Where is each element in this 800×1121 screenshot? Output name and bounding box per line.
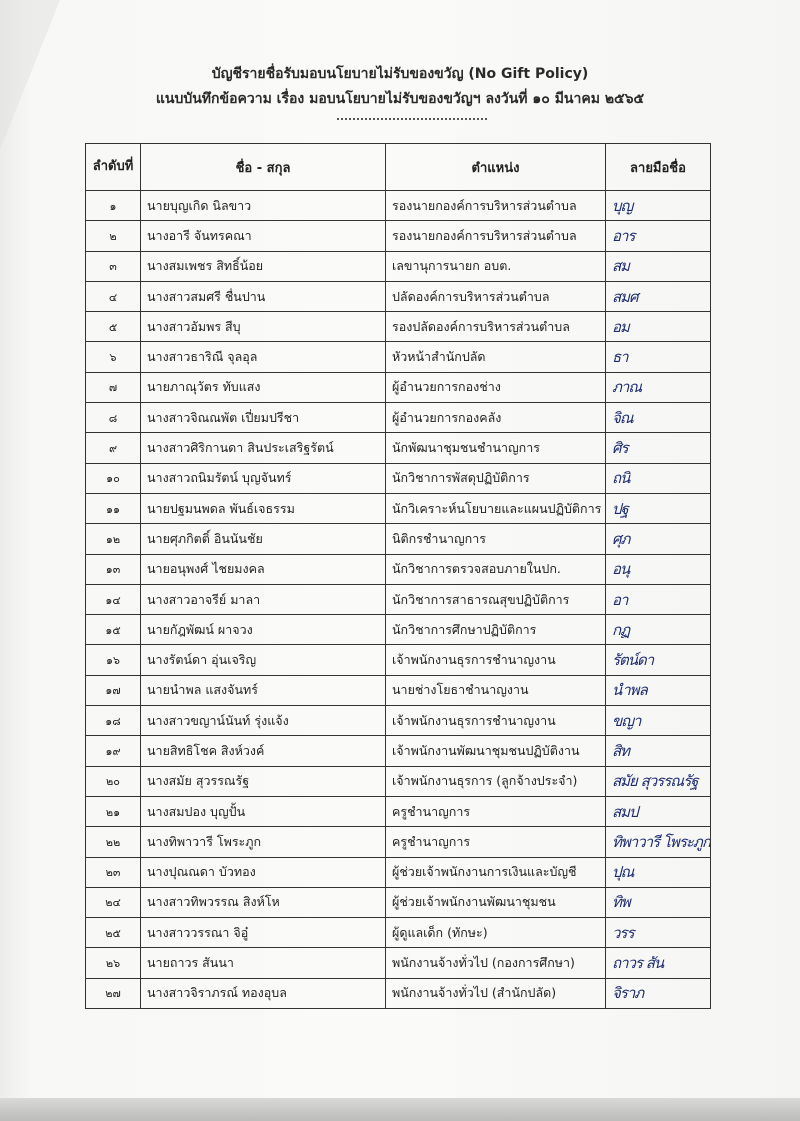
row-signature: [606, 372, 711, 402]
table-row: [86, 251, 711, 281]
row-name: นางสาวธาริณี จุลอุล: [141, 342, 386, 372]
handwritten-signature: ถนิ: [612, 469, 630, 488]
handwritten-signature: ขญา: [612, 711, 641, 730]
row-position: นายช่างโยธาชำนาญงาน: [386, 675, 606, 705]
handwritten-signature: นำพล: [612, 681, 647, 700]
table-row: [86, 191, 711, 221]
row-signature: [606, 645, 711, 675]
row-signature: [606, 342, 711, 372]
handwritten-signature: ศุภ: [612, 529, 630, 548]
row-no: ๑๑: [86, 493, 141, 523]
row-no: ๑๘: [86, 706, 141, 736]
row-no: ๑๔: [86, 584, 141, 614]
row-signature: [606, 706, 711, 736]
row-position: นิติกรชำนาญการ: [386, 524, 606, 554]
document-title: บัญชีรายชื่อรับมอบนโยบายไม่รับของขวัญ (No Gift Policy): [211, 66, 589, 82]
row-name: นายกัฎพัฒน์ ผาจวง: [141, 615, 386, 645]
table-row: [86, 706, 711, 736]
row-no: ๗: [86, 372, 141, 402]
row-position: นักพัฒนาชุมชนชำนาญการ: [386, 433, 606, 463]
row-no: ๒๗: [86, 978, 141, 1008]
table-row: [86, 403, 711, 433]
document-heading: [0, 62, 800, 112]
handwritten-signature: สมป: [612, 802, 638, 821]
table-row: [86, 736, 711, 766]
row-position: เจ้าพนักงานพัฒนาชุมชนปฏิบัติงาน: [386, 736, 606, 766]
table-body: [86, 191, 711, 1009]
row-no: ๑๗: [86, 675, 141, 705]
row-name: นางทิพาวารี โพระภูก: [141, 827, 386, 857]
table-row: [86, 312, 711, 342]
row-name: นายสิทธิโชค สิงห์วงค์: [141, 736, 386, 766]
row-name: นายปฐมนพดล พันธ์เจธรรม: [141, 493, 386, 523]
row-signature: [606, 736, 711, 766]
table-row: [86, 554, 711, 584]
table-row: [86, 766, 711, 796]
handwritten-signature: วรร: [612, 923, 634, 942]
row-name: นายถาวร สันนา: [141, 948, 386, 978]
row-no: ๑๙: [86, 736, 141, 766]
row-name: นางสาวศิริกานดา สินประเสริฐรัตน์: [141, 433, 386, 463]
row-no: ๒๑: [86, 796, 141, 826]
row-name: นางรัตน์ดา อุ่นเจริญ: [141, 645, 386, 675]
row-name: นางสาวขญาน์นันท์ รุ่งแจ้ง: [141, 706, 386, 736]
row-signature: [606, 493, 711, 523]
table-row: [86, 918, 711, 948]
handwritten-signature: สิท: [612, 741, 630, 760]
scan-edge: [0, 1098, 800, 1121]
row-signature: [606, 615, 711, 645]
row-signature: [606, 675, 711, 705]
row-position: รองนายกองค์การบริหารส่วนตำบล: [386, 191, 606, 221]
row-no: ๖: [86, 342, 141, 372]
row-signature: [606, 584, 711, 614]
table-row: [86, 857, 711, 887]
row-name: นางสาวอัมพร สีบุ: [141, 312, 386, 342]
row-name: นางสาวทิพวรรณ สิงห์โห: [141, 887, 386, 917]
row-position: เจ้าพนักงานธุรการชำนาญงาน: [386, 645, 606, 675]
handwritten-signature: ปุณ: [612, 863, 634, 882]
table-row: [86, 342, 711, 372]
handwritten-signature: อา: [612, 590, 628, 609]
row-signature: [606, 857, 711, 887]
row-position: นักวิชาการสาธารณสุขปฏิบัติการ: [386, 584, 606, 614]
table-row: [86, 948, 711, 978]
header-position: ตำแหน่ง: [386, 144, 606, 191]
row-no: ๑๓: [86, 554, 141, 584]
row-no: ๒๒: [86, 827, 141, 857]
handwritten-signature: ทิพาวารี โพระภูก: [612, 832, 710, 851]
row-no: ๑๒: [86, 524, 141, 554]
table-row: [86, 978, 711, 1008]
row-signature: [606, 281, 711, 311]
handwritten-signature: ปฐ: [612, 499, 628, 518]
row-position: พนักงานจ้างทั่วไป (กองการศึกษา): [386, 948, 606, 978]
row-signature: [606, 948, 711, 978]
table-row: [86, 615, 711, 645]
row-name: นางอารี จันทรคณา: [141, 221, 386, 251]
row-no: ๕: [86, 312, 141, 342]
signature-table: [85, 143, 711, 1009]
row-name: นายภาณุวัตร ทับแสง: [141, 372, 386, 402]
row-no: ๒๔: [86, 887, 141, 917]
handwritten-signature: สม: [612, 257, 630, 276]
handwritten-signature: สมัย สุวรรณรัฐ: [612, 772, 698, 791]
table-row: [86, 221, 711, 251]
row-position: พนักงานจ้างทั่วไป (สำนักปลัด): [386, 978, 606, 1008]
row-signature: [606, 463, 711, 493]
row-name: นายศุภกิตติ์ อินนันชัย: [141, 524, 386, 554]
table-row: [86, 524, 711, 554]
row-signature: [606, 918, 711, 948]
table-row: [86, 281, 711, 311]
row-signature: [606, 766, 711, 796]
handwritten-signature: สมศ: [612, 287, 638, 306]
row-no: ๒๖: [86, 948, 141, 978]
row-position: เลขานุการนายก อบต.: [386, 251, 606, 281]
row-no: ๑๐: [86, 463, 141, 493]
table-row: [86, 675, 711, 705]
row-name: นางสมเพชร สิทธิ์น้อย: [141, 251, 386, 281]
table-row: [86, 493, 711, 523]
row-position: รองปลัดองค์การบริหารส่วนตำบล: [386, 312, 606, 342]
header-no: ลำดับที่: [86, 144, 141, 191]
row-position: รองนายกองค์การบริหารส่วนตำบล: [386, 221, 606, 251]
table-row: [86, 584, 711, 614]
row-no: ๒๓: [86, 857, 141, 887]
row-no: ๔: [86, 281, 141, 311]
handwritten-signature: กฏ: [612, 620, 630, 639]
row-signature: [606, 251, 711, 281]
row-position: หัวหน้าสำนักปลัด: [386, 342, 606, 372]
row-name: นายนำพล แสงจันทร์: [141, 675, 386, 705]
row-signature: [606, 433, 711, 463]
handwritten-signature: ทิพ: [612, 893, 630, 912]
table-row: [86, 645, 711, 675]
row-position: ผู้ช่วยเจ้าพนักงานการเงินและบัญชี: [386, 857, 606, 887]
row-no: ๑: [86, 191, 141, 221]
row-position: ครูชำนาญการ: [386, 827, 606, 857]
row-signature: [606, 827, 711, 857]
row-name: นางสาวถนิมรัตน์ บุญจันทร์: [141, 463, 386, 493]
row-signature: [606, 312, 711, 342]
handwritten-signature: อม: [612, 317, 629, 336]
row-signature: [606, 191, 711, 221]
table-row: [86, 372, 711, 402]
row-name: นางสาวสมศรี ชื่นปาน: [141, 281, 386, 311]
header-name: ชื่อ - สกุล: [141, 144, 386, 191]
row-no: ๒๕: [86, 918, 141, 948]
header-signature: ลายมือชื่อ: [606, 144, 711, 191]
row-name: นางสาวจิราภรณ์ ทองอุบล: [141, 978, 386, 1008]
handwritten-signature: ภาณ: [612, 378, 642, 397]
handwritten-signature: ศิร: [612, 439, 628, 458]
row-signature: [606, 796, 711, 826]
row-position: ผู้ดูแลเด็ก (ทักษะ): [386, 918, 606, 948]
row-no: ๑๕: [86, 615, 141, 645]
row-position: ผู้อำนวยการกองช่าง: [386, 372, 606, 402]
row-name: นายอนุพงศ์ ไชยมงคล: [141, 554, 386, 584]
row-position: นักวิชาการศึกษาปฏิบัติการ: [386, 615, 606, 645]
row-signature: [606, 221, 711, 251]
row-signature: [606, 887, 711, 917]
row-no: ๒: [86, 221, 141, 251]
row-name: นางสมปอง บุญปั้น: [141, 796, 386, 826]
row-position: นักวิชาการพัสดุปฏิบัติการ: [386, 463, 606, 493]
table-row: [86, 433, 711, 463]
row-no: ๒๐: [86, 766, 141, 796]
row-signature: [606, 524, 711, 554]
handwritten-signature: ถาวร สัน: [612, 954, 664, 973]
row-no: ๓: [86, 251, 141, 281]
document-subtitle: แนบบันทึกข้อความ เรื่อง มอบนโยบายไม่รับของขวัญฯ ลงวันที่ ๑๐ มีนาคม ๒๕๖๕: [155, 91, 645, 107]
handwritten-signature: จิณ: [612, 408, 633, 427]
row-name: นางสมัย สุวรรณรัฐ: [141, 766, 386, 796]
row-position: นักวิชาการตรวจสอบภายในปก.: [386, 554, 606, 584]
row-no: ๘: [86, 403, 141, 433]
row-no: ๙: [86, 433, 141, 463]
dotted-separator: [337, 118, 487, 120]
row-name: นางสาวจิณณพัต เปี่ยมปรีชา: [141, 403, 386, 433]
row-name: นางปุณณดา บัวทอง: [141, 857, 386, 887]
row-signature: [606, 978, 711, 1008]
row-position: ปลัดองค์การบริหารส่วนตำบล: [386, 281, 606, 311]
row-signature: [606, 403, 711, 433]
row-no: ๑๖: [86, 645, 141, 675]
row-name: นายบุญเกิด นิลขาว: [141, 191, 386, 221]
row-position: เจ้าพนักงานธุรการชำนาญงาน: [386, 706, 606, 736]
row-position: ผู้อำนวยการกองคลัง: [386, 403, 606, 433]
row-position: ผู้ช่วยเจ้าพนักงานพัฒนาชุมชน: [386, 887, 606, 917]
row-name: นางสาวอาจรีย์ มาลา: [141, 584, 386, 614]
handwritten-signature: อาร: [612, 226, 635, 245]
handwritten-signature: อนุ: [612, 560, 630, 579]
table-row: [86, 827, 711, 857]
table-header-row: [86, 144, 711, 191]
handwritten-signature: ธา: [612, 348, 628, 367]
table-row: [86, 887, 711, 917]
handwritten-signature: จิราภ: [612, 984, 644, 1003]
row-name: นางสาววรรณา จิอู๋: [141, 918, 386, 948]
row-position: เจ้าพนักงานธุรการ (ลูกจ้างประจำ): [386, 766, 606, 796]
table-row: [86, 796, 711, 826]
handwritten-signature: รัตน์ดา: [612, 651, 654, 670]
table-row: [86, 463, 711, 493]
row-signature: [606, 554, 711, 584]
handwritten-signature: บุญ: [612, 196, 633, 215]
row-position: ครูชำนาญการ: [386, 796, 606, 826]
row-position: นักวิเคราะห์นโยบายและแผนปฏิบัติการ: [386, 493, 606, 523]
